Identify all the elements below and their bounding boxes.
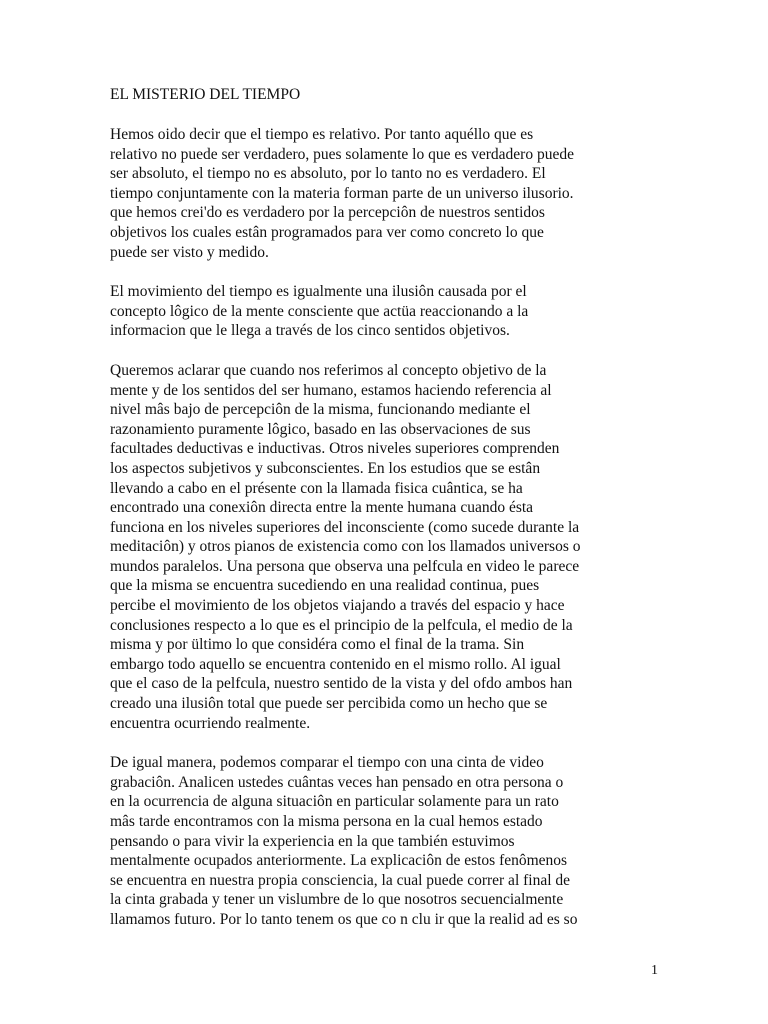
paragraph-line: encuentra ocurriendo realmente.: [110, 714, 311, 732]
paragraph-line: se encuentra en nuestra propia consciencia, la cual puede correr al final de: [110, 871, 571, 889]
paragraph-line: creado una ilusiôn total que puede ser percibida como un hecho que se: [110, 695, 548, 713]
page-number: 1: [651, 963, 658, 978]
paragraph-line: conclusiones respecto a lo que es el principio de la pelfcula, el medio de la: [110, 616, 573, 634]
paragraph-line: llamamos futuro. Por lo tanto tenem os que co n clu ir que la realid ad es so: [110, 910, 578, 928]
paragraph-line: razonamiento puramente lôgico, basado en las observaciones de sus: [110, 420, 531, 438]
paragraph-line: llevando a cabo en el présente con la llamada fisica cuântica, se ha: [110, 479, 523, 497]
paragraph-line: embargo todo aquello se encuentra contenido en el mismo rollo. Al igual: [110, 655, 561, 673]
paragraph-line: ser absoluto, el tiempo no es absoluto, por lo tanto no es verdadero. El: [110, 165, 546, 183]
paragraph-1: [110, 125, 662, 262]
paragraph-line: grabaciôn. Analicen ustedes cuântas veces han pensado en otra persona o: [110, 773, 564, 791]
paragraph-line: relativo no puede ser verdadero, pues solamente lo que es verdadero puede: [110, 145, 574, 163]
paragraph-line: que la misma se encuentra sucediendo en una realidad continua, pues: [110, 577, 540, 595]
paragraph-line: concepto lôgico de la mente consciente que actüa reaccionando a la: [110, 302, 529, 320]
paragraph-3: [110, 361, 662, 733]
document-body: [110, 85, 662, 930]
paragraph-line: percibe el movimiento de los objetos viajando a través del espacio y hace: [110, 597, 565, 615]
paragraph-line: puede ser visto y medido.: [110, 243, 269, 261]
paragraph-line: meditaciôn) y otros pianos de existencia como con los llamados universos o: [110, 538, 581, 556]
document-title: EL MISTERIO DEL TIEMPO: [110, 86, 301, 103]
paragraph-line: facultades deductivas e inductivas. Otros niveles superiores comprenden: [110, 440, 560, 458]
paragraph-line: Queremos aclarar que cuando nos referimos al concepto objetivo de la: [110, 361, 547, 379]
paragraph-4: [110, 753, 662, 929]
paragraph-line: en la ocurrencia de alguna situaciôn en particular solamente para un rato: [110, 793, 559, 811]
paragraph-line: la cinta grabada y tener un vislumbre de lo que nosotros secuencialmente: [110, 891, 564, 909]
paragraph-line: funciona en los niveles superiores del inconsciente (como sucede durante la: [110, 518, 580, 536]
paragraph-line: que el caso de la pelfcula, nuestro sentido de la vista y del ofdo ambos han: [110, 675, 573, 693]
paragraph-line: pensando o para vivir la experiencia en la que también estuvimos: [110, 832, 515, 850]
paragraph-line: Hemos oido decir que el tiempo es relativo. Por tanto aquéllo que es: [110, 126, 534, 143]
paragraph-line: mundos paralelos. Una persona que observa una pelfcula en video le parece: [110, 557, 580, 575]
paragraph-line: El movimiento del tiempo es igualmente una ilusiôn causada por el: [110, 283, 527, 301]
paragraph-line: misma y por ültimo lo que considéra como el final de la trama. Sin: [110, 636, 525, 654]
paragraph-line: informacion que le llega a través de los cinco sentidos objetivos.: [110, 322, 510, 340]
paragraph-line: De igual manera, podemos comparar el tiempo con una cinta de video: [110, 754, 544, 772]
paragraph-line: mentalmente ocupados anteriormente. La explicaciôn de estos fenômenos: [110, 852, 568, 870]
paragraph-line: los aspectos subjetivos y subconscientes. En los estudios que se estân: [110, 459, 541, 477]
paragraph-line: nivel mâs bajo de percepciôn de la misma, funcionando mediante el: [110, 401, 531, 419]
paragraph-line: objetivos los cuales estân programados para ver como concreto lo que: [110, 223, 544, 241]
paragraph-line: encontrado una conexiôn directa entre la mente humana cuando ésta: [110, 499, 534, 517]
paragraph-line: mente y de los sentidos del ser humano, estamos haciendo referencia al: [110, 381, 552, 399]
paragraph-line: que hemos crei'do es verdadero por la percepciôn de nuestros sentidos: [110, 204, 545, 222]
paragraph-2: [110, 282, 662, 341]
paragraph-line: mâs tarde encontramos con la misma persona en la cual hemos estado: [110, 813, 543, 830]
paragraph-line: tiempo conjuntamente con la materia forman parte de un universo ilusorio.: [110, 184, 574, 202]
